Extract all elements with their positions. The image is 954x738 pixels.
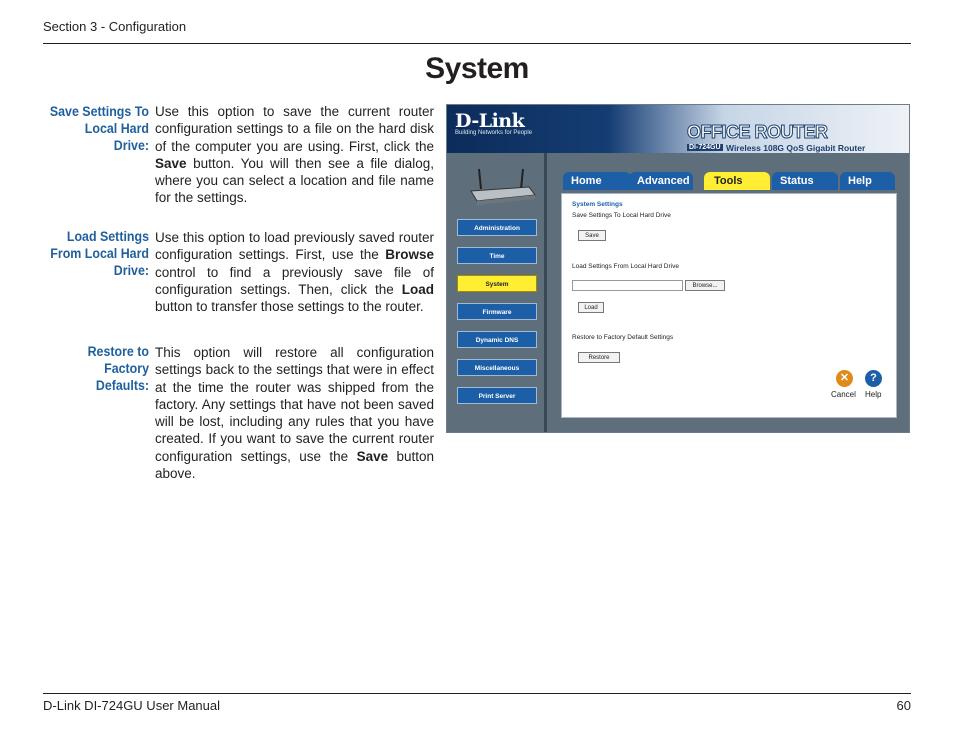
tab-advanced[interactable]: Advanced xyxy=(629,172,693,190)
header-rule xyxy=(43,43,911,44)
desc-bold: Save xyxy=(155,155,187,171)
file-path-input[interactable] xyxy=(572,280,683,291)
term-restore-defaults xyxy=(49,343,149,394)
tab-help[interactable]: Help xyxy=(840,172,895,190)
router-device-icon xyxy=(467,165,537,209)
page-title: System xyxy=(425,52,529,85)
footer-page-number: 60 xyxy=(896,698,911,713)
product-subtitle: Wireless 108G QoS Gigabit Router xyxy=(726,143,866,153)
tab-status[interactable]: Status xyxy=(772,172,838,190)
save-button[interactable]: Save xyxy=(578,230,606,241)
dlink-logo: D-Link xyxy=(455,110,525,132)
desc-text: button to transfer those settings to the router. xyxy=(155,299,424,315)
desc-text: Use this option to save the current router configuration settings to a file on the hard disk of the computer you are using. First, click the xyxy=(155,104,434,154)
footer-rule xyxy=(43,693,911,694)
menu-administration[interactable]: Administration xyxy=(457,219,537,236)
term-line: From Local Hard xyxy=(50,246,149,261)
desc-bold: Save xyxy=(356,448,389,464)
desc-text: This option will restore all configuration settings back to the settings that were in effect at the time the router was shipped from the factory. Any settings that have not been saved will be lost, including any rules that you have created. If you want to save the current router configuration settings, use the xyxy=(155,345,434,464)
desc-text: button above. xyxy=(155,448,434,482)
term-line: Load Settings xyxy=(66,229,149,244)
router-banner xyxy=(447,105,909,153)
term-line: Drive: xyxy=(113,263,149,278)
section-header: Section 3 - Configuration xyxy=(43,19,187,34)
system-settings-panel xyxy=(561,193,897,418)
desc-bold: Browse xyxy=(385,247,434,263)
term-line: Factory Defaults: xyxy=(95,361,149,393)
desc-text: control to find a previously save file of configuration settings. Then, click the xyxy=(155,264,434,297)
menu-miscellaneous[interactable]: Miscellaneous xyxy=(457,359,537,376)
footer-manual-name: D-Link DI-724GU User Manual xyxy=(43,698,221,713)
menu-firmware[interactable]: Firmware xyxy=(457,303,537,320)
tab-tools[interactable]: Tools xyxy=(704,172,770,190)
cancel-icon[interactable]: ✕ xyxy=(836,370,853,387)
menu-print-server[interactable]: Print Server xyxy=(457,387,537,404)
desc-bold: Load xyxy=(401,281,434,297)
tab-home[interactable]: Home xyxy=(563,172,631,190)
sidebar-divider xyxy=(544,153,547,433)
desc-text: button. You will then see a file dialog, where you can select a location and file name for the settings. xyxy=(155,155,434,206)
help-icon[interactable]: ? xyxy=(865,370,882,387)
term-line: Restore to xyxy=(87,344,149,359)
desc-save-settings xyxy=(155,103,434,207)
term-line: Local Hard Drive: xyxy=(84,121,149,153)
load-settings-label: Load Settings From Local Hard Drive xyxy=(572,263,679,270)
save-settings-label: Save Settings To Local Hard Drive xyxy=(572,212,671,219)
menu-time[interactable]: Time xyxy=(457,247,537,264)
restore-button[interactable]: Restore xyxy=(578,352,620,363)
settings-heading: System Settings xyxy=(572,201,623,208)
cancel-label: Cancel xyxy=(831,390,856,399)
model-badge: DI-724GU xyxy=(689,144,721,151)
browse-button[interactable]: Browse... xyxy=(685,280,725,291)
menu-dynamic-dns[interactable]: Dynamic DNS xyxy=(457,331,537,348)
term-save-settings xyxy=(49,103,149,154)
product-name: OFFICE ROUTER xyxy=(687,122,828,142)
desc-text: Use this option to load previously saved router configuration settings. First, use the xyxy=(155,230,434,263)
term-line: Save Settings To xyxy=(49,104,150,119)
menu-system[interactable]: System xyxy=(457,275,537,292)
desc-load-settings xyxy=(155,229,434,315)
router-ui-screenshot xyxy=(446,104,910,433)
term-load-settings xyxy=(49,228,149,279)
desc-restore-defaults xyxy=(155,344,434,482)
restore-defaults-label: Restore to Factory Default Settings xyxy=(572,334,674,341)
logo-tagline: Building Networks for People xyxy=(455,130,533,136)
help-label: Help xyxy=(865,390,882,399)
load-button[interactable]: Load xyxy=(578,302,604,313)
